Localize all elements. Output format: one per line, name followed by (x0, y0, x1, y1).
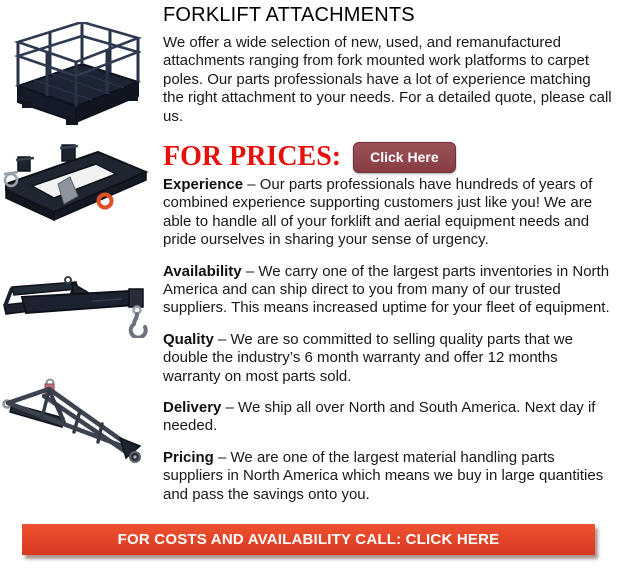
section-experience-body: – Our parts professionals have hundreds of years of combined experience supporting customers just like you! We are able to handle all of your forklift and aerial equipment needs and pride ourselves in sharing your sense of urgency. (163, 176, 593, 249)
click-here-button[interactable]: Click Here (353, 142, 455, 173)
section-availability-body: – We carry one of the largest parts inventories in North America and can ship direct to you from many of our trusted suppliers. This means increased uptime for your fleet of equipment. (163, 262, 610, 317)
section-quality-body: – We are so committed to selling quality parts that we double the industry’s 6 month warranty and offer 12 months warranty on most parts sold. (163, 330, 573, 385)
section-quality (163, 331, 615, 386)
for-prices-label: FOR PRICES: (163, 141, 342, 172)
intro-paragraph: We offer a wide selection of new, used, and remanufactured attachments ranging from fork mounted work platforms to carpet poles. Our parts professionals have a lot of experience matching the right attachment to your needs. For a detailed quote, please call us. (163, 34, 612, 125)
work-platform-image (12, 22, 144, 136)
section-pricing-heading: Pricing (163, 448, 214, 466)
section-pricing (163, 449, 615, 504)
section-experience-heading: Experience (163, 176, 244, 193)
jib-boom-image (2, 272, 150, 338)
section-pricing-body: – We are one of the largest material handling parts suppliers in North America which means we buy in large quantities and pass the savings onto you. (163, 448, 604, 503)
section-availability (163, 263, 615, 318)
costs-availability-banner-link[interactable]: FOR COSTS AND AVAILABILITY CALL: CLICK HERE (22, 524, 595, 555)
section-delivery-heading: Delivery (163, 399, 222, 417)
section-delivery-body: – We ship all over North and South America. Next day if needed. (163, 399, 596, 435)
page-title: FORKLIFT ATTACHMENTS (163, 4, 415, 26)
section-delivery (163, 399, 615, 436)
section-availability-heading: Availability (163, 262, 242, 280)
price-row (163, 140, 456, 174)
section-experience (163, 176, 615, 250)
section-quality-heading: Quality (163, 330, 214, 348)
truss-boom-image (2, 376, 152, 466)
hitch-frame-image (2, 144, 150, 226)
info-sections (163, 176, 615, 517)
